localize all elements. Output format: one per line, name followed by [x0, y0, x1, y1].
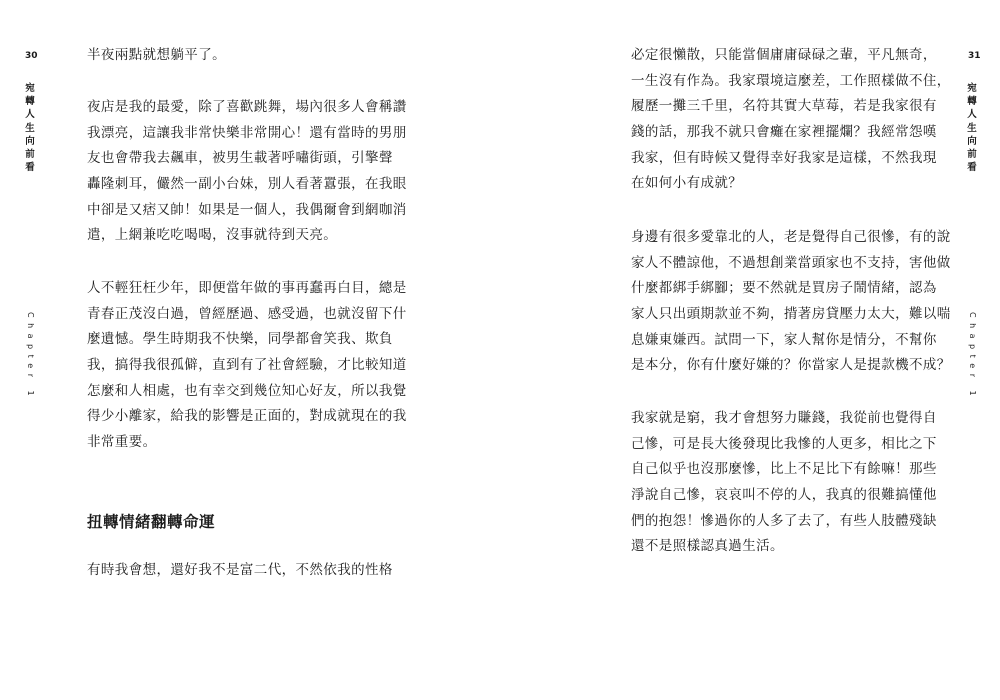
text-line: 遣，上網兼吃吃喝喝，沒事就待到天亮。	[87, 227, 338, 244]
text-line: 得少小離家，給我的影響是正面的，對成就現在的我	[87, 408, 407, 425]
text-line: 還不是照樣認真過生活。	[631, 538, 784, 555]
text-line: 己慘，可是長大後發現比我慘的人更多，相比之下	[631, 435, 937, 452]
paragraph-3	[87, 276, 407, 456]
text-line: 家人只出頭期款並不夠，揹著房貸壓力太大，難以喘	[631, 306, 951, 323]
side-title: 宛轉人生向前看	[25, 83, 35, 174]
text-line: 我家就是窮，我才會想努力賺錢，我從前也覺得自	[631, 410, 937, 426]
text-line: 身邊有很多愛靠北的人，老是覺得自己很慘，有的說	[631, 229, 951, 245]
text-line: 怎麼和人相處，也有幸交到幾位知心好友，所以我覺	[87, 382, 407, 399]
text-line: 什麼都綁手綁腳；要不然就是買房子鬧情緒，認為	[631, 280, 937, 297]
text-line: 們的抱怨！慘過你的人多了去了，有些人肢體殘缺	[631, 512, 937, 529]
paragraph-3	[631, 406, 937, 560]
text-line: 夜店是我的最愛，除了喜歡跳舞，場內很多人會稱讚	[87, 99, 407, 115]
text-line: 錢的話，那我不就只會癱在家裡擺爛？我經常怨嘆	[631, 124, 937, 141]
text-line: 青春正茂沒白過，曾經歷過、感受過，也就沒留下什	[87, 305, 407, 322]
chapter-label: Chapter 1	[968, 312, 977, 402]
page-number: 31	[968, 51, 981, 61]
text-line: 非常重要。	[87, 434, 157, 451]
paragraph-1	[631, 43, 951, 197]
text-line: 在如何小有成就？	[631, 175, 743, 192]
text-line: 轟隆刺耳，儼然一副小台妹，別人看著囂張，在我眼	[87, 176, 407, 193]
side-title: 宛轉人生向前看	[967, 83, 977, 174]
text-line: 自己似乎也沒那麼慘，比上不足比下有餘嘛！那些	[631, 461, 937, 478]
text-line: 必定很懶散，只能當個庸庸碌碌之輩，平凡無奇，	[631, 47, 937, 63]
text-line: 是本分，你有什麼好嫌的？你當家人是提款機不成？	[631, 357, 951, 374]
text-line: 一生沒有作為。我家環境這麼差，工作照樣做不住，	[631, 72, 951, 89]
text-line: 淨說自己慘，哀哀叫不停的人，我真的很難搞懂他	[631, 487, 937, 504]
right-page	[500, 0, 1000, 700]
text-line: 家人不體諒他，不過想創業當頭家也不支持，害他做	[631, 254, 951, 271]
paragraph-2	[631, 225, 951, 379]
text-line: 中卻是又痞又帥！如果是一個人，我偶爾會到網咖消	[87, 201, 407, 218]
chapter-label: Chapter 1	[26, 312, 35, 402]
text-line: 友也會帶我去飆車，被男生載著呼嘯街頭，引擎聲	[87, 150, 393, 167]
paragraph-1	[87, 43, 387, 69]
page-number: 30	[25, 51, 38, 61]
text-line: 我家，但有時候又覺得幸好我家是這樣，不然我現	[631, 149, 937, 166]
section-heading: 扭轉情緒翻轉命運	[87, 513, 216, 531]
text-line: 人不輕狂枉少年，即便當年做的事再蠢再白目，總是	[87, 280, 407, 296]
text-line: 履歷一攤三千里，名符其實大草莓，若是我家很有	[631, 98, 937, 115]
paragraph-4	[87, 558, 393, 584]
text-line: 半夜兩點就想躺平了。	[87, 47, 226, 63]
paragraph-2	[87, 95, 407, 249]
text-line: 我漂亮，這讓我非常快樂非常開心！還有當時的男朋	[87, 124, 407, 141]
text-line: 我，搞得我很孤僻，直到有了社會經驗，才比較知道	[87, 357, 407, 374]
text-line: 息嫌東嫌西。試問一下，家人幫你是情分，不幫你	[631, 331, 937, 348]
text-line: 有時我會想，還好我不是富二代，不然依我的性格	[87, 562, 393, 578]
text-line: 麼遺憾。學生時期我不快樂，同學都會笑我、欺負	[87, 331, 393, 348]
